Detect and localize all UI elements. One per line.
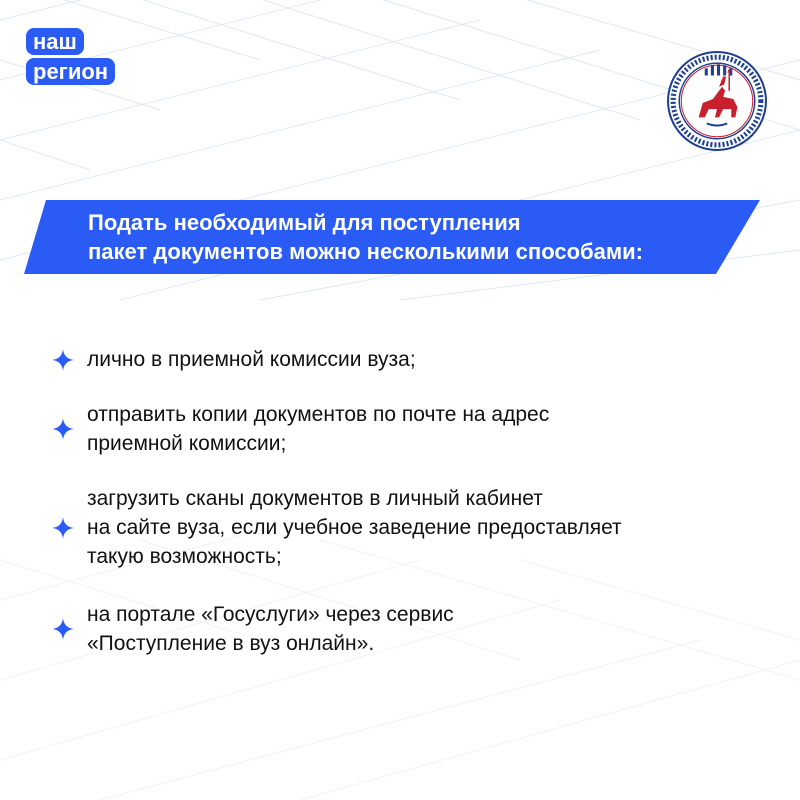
- list-item-text: [87, 345, 416, 374]
- item-3-line-1: загрузить сканы документов в личный кабинет: [87, 487, 543, 510]
- sparkle-icon: [50, 515, 76, 541]
- list-item: [50, 400, 770, 458]
- list-item-text: [87, 600, 454, 658]
- logo-line-2: регион: [26, 58, 115, 85]
- list-item-text: [87, 400, 549, 458]
- item-1-line-1: лично в приемной комиссии вуза;: [87, 348, 416, 371]
- logo-line-1: наш: [26, 28, 84, 55]
- sparkle-icon: [50, 616, 76, 642]
- item-4-line-2: «Поступление в вуз онлайн».: [87, 632, 375, 655]
- item-3-line-2: на сайте вуза, если учебное заведение предоставляет: [87, 516, 622, 539]
- banner-line-2: пакет документов можно несколькими способами:: [88, 239, 643, 264]
- list-item: [50, 345, 770, 374]
- sparkle-icon: [50, 416, 76, 442]
- list-item: [50, 484, 770, 571]
- list-item-text: [87, 484, 622, 571]
- list-item: [50, 600, 770, 658]
- sparkle-icon: [50, 347, 76, 373]
- banner-line-1: Подать необходимый для поступления: [88, 210, 521, 235]
- item-2-line-2: приемной комиссии;: [87, 432, 287, 455]
- item-2-line-1: отправить копии документов по почте на адрес: [87, 403, 550, 426]
- item-4-line-1: на портале «Госуслуги» через сервис: [87, 603, 454, 626]
- item-3-line-3: такую возможность;: [87, 545, 282, 568]
